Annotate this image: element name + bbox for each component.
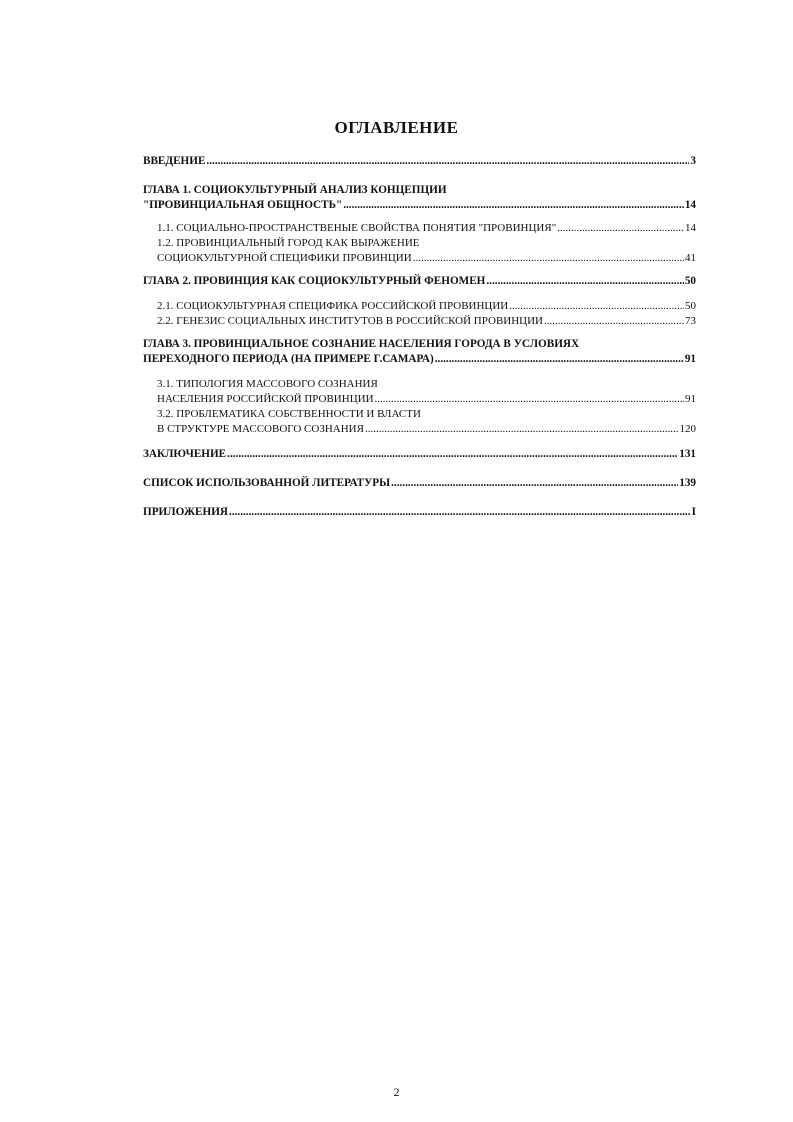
toc-entry-label: 2.1. СОЦИОКУЛЬТУРНАЯ СПЕЦИФИКА РОССИЙСКОЙ ПРОВИНЦИИ (157, 300, 509, 312)
toc-entry-chapter-2[interactable] (143, 274, 696, 289)
toc-entry-chapter-3[interactable] (143, 337, 696, 367)
toc-entry-chapter-1[interactable] (143, 183, 696, 213)
toc-page-number: 50 (684, 275, 696, 287)
toc-entry-label-continued: ПЕРЕХОДНОГО ПЕРИОДА (НА ПРИМЕРЕ Г.САМАРА) (143, 353, 434, 365)
toc-page-number: 139 (679, 477, 696, 489)
toc-entry-label: 1.2. ПРОВИНЦИАЛЬНЫЙ ГОРОД КАК ВЫРАЖЕНИЕ (157, 237, 420, 249)
toc-entry-section-1-2[interactable] (143, 236, 696, 266)
toc-entry-appendix[interactable] (143, 505, 696, 520)
toc-page-number: 120 (679, 423, 696, 435)
toc-entry-label-continued: НАСЕЛЕНИЯ РОССИЙСКОЙ ПРОВИНЦИИ (157, 393, 374, 405)
toc-entry-label: ГЛАВА 2. ПРОВИНЦИЯ КАК СОЦИОКУЛЬТУРНЫЙ ФЕНОМЕН (143, 275, 486, 287)
toc-entry-label: ГЛАВА 1. СОЦИОКУЛЬТУРНЫЙ АНАЛИЗ КОНЦЕПЦИИ (143, 184, 447, 196)
toc-page-number: I (691, 506, 696, 518)
toc-entry-label: СПИСОК ИСПОЛЬЗОВАННОЙ ЛИТЕРАТУРЫ (143, 477, 391, 489)
table-of-contents (143, 154, 696, 520)
leader-dots (391, 476, 678, 491)
leader-dots (557, 221, 684, 236)
toc-entry-label: 3.2. ПРОБЛЕМАТИКА СОБСТВЕННОСТИ И ВЛАСТИ (157, 408, 421, 420)
leader-dots (413, 251, 684, 266)
toc-entry-section-2-2[interactable] (143, 314, 696, 329)
leader-dots (365, 422, 679, 437)
toc-entry-label: 3.1. ТИПОЛОГИЯ МАССОВОГО СОЗНАНИЯ (157, 378, 378, 390)
toc-entry-conclusion[interactable] (143, 447, 696, 462)
leader-dots (544, 314, 684, 329)
toc-page-number: 73 (685, 315, 696, 327)
toc-entry-introduction[interactable] (143, 154, 696, 169)
toc-entry-label: ЗАКЛЮЧЕНИЕ (143, 448, 227, 460)
toc-entry-label-continued: В СТРУКТУРЕ МАССОВОГО СОЗНАНИЯ (157, 423, 364, 435)
toc-entry-label: ГЛАВА 3. ПРОВИНЦИАЛЬНОЕ СОЗНАНИЕ НАСЕЛЕНИЯ ГОРОДА В УСЛОВИЯХ (143, 338, 580, 350)
toc-page-number: 50 (685, 300, 696, 312)
leader-dots (229, 505, 691, 520)
toc-entry-section-2-1[interactable] (143, 299, 696, 314)
toc-entry-section-3-2[interactable] (143, 407, 696, 437)
toc-entry-section-3-1[interactable] (143, 377, 696, 407)
toc-page-number: 3 (690, 155, 696, 167)
toc-entry-label: 1.1. СОЦИАЛЬНО-ПРОСТРАНСТВЕНЫЕ СВОЙСТВА ПОНЯТИЯ "ПРОВИНЦИЯ" (157, 222, 557, 234)
toc-page-number: 91 (684, 353, 696, 365)
leader-dots (227, 447, 678, 462)
leader-dots (206, 154, 689, 169)
toc-page-number: 41 (685, 252, 696, 264)
toc-page-number: 91 (685, 393, 696, 405)
toc-entry-section-1-1[interactable] (143, 221, 696, 236)
toc-entry-references[interactable] (143, 476, 696, 491)
toc-page-number: 14 (684, 199, 696, 211)
toc-entry-label-continued: СОЦИОКУЛЬТУРНОЙ СПЕЦИФИКИ ПРОВИНЦИИ (157, 252, 412, 264)
toc-entry-label: ВВЕДЕНИЕ (143, 155, 206, 167)
toc-entry-label: 2.2. ГЕНЕЗИС СОЦИАЛЬНЫХ ИНСТИТУТОВ В РОССИЙСКОЙ ПРОВИНЦИИ (157, 315, 543, 327)
toc-page-number: 14 (685, 222, 696, 234)
leader-dots (509, 299, 684, 314)
toc-entry-label-continued: "ПРОВИНЦИАЛЬНАЯ ОБЩНОСТЬ" (143, 199, 343, 211)
leader-dots (435, 352, 684, 367)
page-title: ОГЛАВЛЕНИЕ (334, 118, 459, 137)
page-number: 2 (393, 1085, 400, 1099)
leader-dots (343, 198, 684, 213)
leader-dots (486, 274, 683, 289)
toc-entry-label: ПРИЛОЖЕНИЯ (143, 506, 229, 518)
leader-dots (375, 392, 684, 407)
toc-page-number: 131 (679, 448, 696, 460)
